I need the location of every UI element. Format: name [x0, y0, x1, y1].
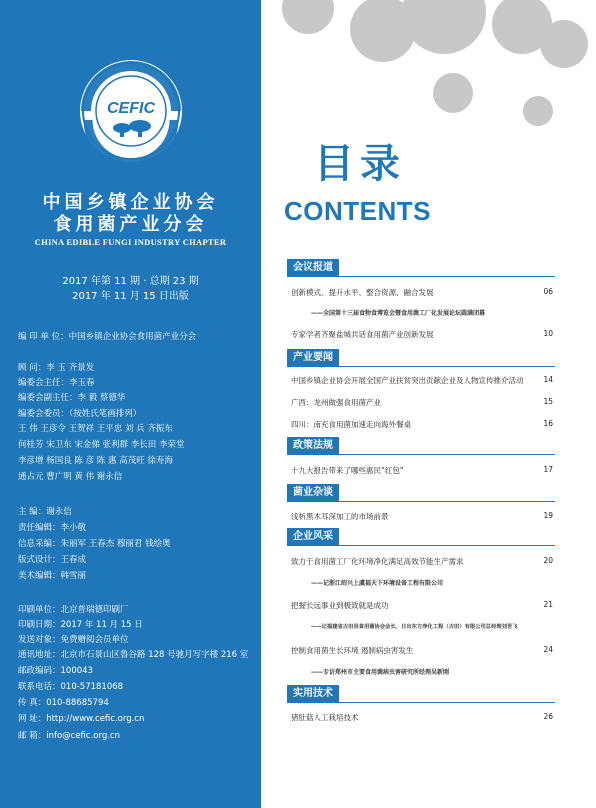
- toc-title-en: CONTENTS: [284, 196, 431, 226]
- publish-line: 邮政编码：100043: [18, 666, 93, 676]
- org-name-line1: 中国乡镇企业协会: [42, 192, 219, 213]
- cefic-logo: [78, 58, 184, 164]
- publish-line: 联系电话：010-57181068: [18, 682, 124, 692]
- logo-cefic-text: CEFIC: [107, 100, 155, 117]
- section-divider: [287, 501, 555, 502]
- section-header: 政策法规: [287, 437, 339, 454]
- masthead-line: 编委会副主任：李 毅 蔡德华: [18, 393, 126, 403]
- section-divider: [287, 366, 555, 367]
- toc-entry-title: 创新模式、提升水平、整合资源、融合发展: [291, 288, 434, 297]
- toc-entry-subtitle: ——记福建省古田县食用菌协会会长、日出东方净化工程（古田）有限公司总经理刘世飞: [311, 624, 518, 630]
- toc-entry-title: 控制食用菌生长环境 遏制病虫害发生: [291, 646, 414, 655]
- editor-line: 信息采编：朱丽军 王春杰 穆丽君 钱绘奥: [18, 539, 171, 549]
- toc-entry-page: 21: [543, 600, 553, 609]
- publish-line: 发送对象：免费赠阅会员单位: [18, 635, 129, 645]
- toc-entry-title: 中国乡镇企业协会开展全国产业扶贫突出贡献企业及人物宣传推介活动: [291, 376, 524, 385]
- masthead-line: 通占元 曹广明 黄 伟 谢永信: [18, 472, 123, 482]
- toc-entry-page: 24: [543, 645, 553, 654]
- toc-entry-title: 广西：龙州做强食用菌产业: [291, 398, 381, 407]
- org-name-en: CHINA EDIBLE FUNGI INDUSTRY CHAPTER: [34, 237, 227, 247]
- masthead-line: 编 印 单 位：中国乡镇企业协会食用菌产业分会: [18, 332, 197, 342]
- issue-number: 2017 年第 11 期 · 总期 23 期: [62, 276, 199, 287]
- section-divider: [287, 702, 555, 703]
- publish-line: 传 真：010-88685794: [18, 698, 109, 708]
- decor-circle: [540, 20, 588, 68]
- section-header: 菌业杂谈: [287, 484, 339, 501]
- toc-entry-subtitle: ——全国第十三届食物食博览会暨食用菌工厂化发展论坛圆满闭幕: [311, 310, 486, 317]
- masthead-line: 编委会委员：（按姓氏笔画排列）: [18, 409, 142, 419]
- toc-entry-page: 26: [543, 712, 553, 721]
- editor-line: 责任编辑：李小敬: [18, 523, 87, 533]
- publish-line: 网 址：http://www.cefic.org.cn: [18, 714, 145, 724]
- section-header: 实用技术: [287, 685, 339, 702]
- toc-entry-page: 06: [543, 287, 553, 296]
- toc-entry-title: 致力于食用菌工厂化环境净化满足高效节能生产需求: [291, 557, 464, 566]
- toc-entry-page: 19: [543, 511, 553, 520]
- masthead-line: 顾 问：李 玉 齐景发: [18, 363, 95, 373]
- masthead-line: 李彦增 杨国良 陈 彦 陈 惠 高茂旺 徐寿海: [18, 456, 173, 466]
- org-name-line2: 食用菌产业分会: [53, 214, 208, 235]
- publish-line: 印刷单位：北京普瑞德印刷厂: [18, 605, 129, 615]
- toc-entry-title: 猪肚菇人工栽培技术: [291, 713, 359, 722]
- publish-line: 印刷日期：2017 年 11 月 15 日: [18, 620, 143, 630]
- section-header: 会议报道: [287, 259, 339, 276]
- toc-entry-title: 四川：南充食用菌加速走向海外餐桌: [291, 420, 411, 429]
- toc-entry-title: 把握长远事业到极致就是成功: [291, 601, 389, 610]
- decor-circle: [523, 96, 553, 126]
- toc-entry-page: 17: [543, 465, 553, 474]
- toc-entry-page: 14: [543, 375, 553, 384]
- issue-date: 2017 年 11 月 15 日出版: [72, 291, 189, 302]
- toc-entry-page: 20: [543, 556, 553, 565]
- masthead-line: 王 伟 王彦令 王贺祥 王平忠 刘 兵 齐振东: [18, 424, 173, 434]
- toc-title-cn: 目录: [314, 141, 406, 187]
- section-divider: [287, 454, 555, 455]
- section-header: 企业风采: [287, 528, 339, 545]
- section-header: 产业要闻: [287, 349, 339, 366]
- masthead-line: 何桂芳 宋卫东 宋金俤 张利群 李长田 李荣堂: [18, 440, 185, 450]
- left-panel: [0, 0, 261, 808]
- masthead-line: 编委会主任：李玉春: [18, 378, 95, 388]
- section-divider: [287, 276, 555, 277]
- toc-entry-subtitle: ——记浙江绍兴上虞福天下环境设备工程有限公司: [311, 580, 444, 587]
- toc-entry-title: 十九大报告带来了哪些惠民“红包”: [291, 466, 404, 475]
- section-divider: [287, 545, 555, 546]
- editor-line: 版式设计：王春成: [18, 555, 87, 565]
- toc-entry-title: 浅析黑木耳深加工的市场前景: [291, 512, 389, 521]
- toc-entry-subtitle: ——专访郑州市主要食用菌病虫害研究所经理吴新刚: [311, 669, 450, 676]
- toc-entry-page: 10: [543, 329, 553, 338]
- toc-entry-page: 16: [543, 419, 553, 428]
- toc-entry-title: 专家学者齐聚盐城共话食用菌产业创新发展: [291, 330, 434, 339]
- editor-line: 美术编辑：韩雪丽: [18, 571, 87, 581]
- publish-line: 邮 箱：info@cefic.org.cn: [18, 731, 120, 741]
- publish-line: 通讯地址：北京市石景山区鲁谷路 128 号驰月写字楼 216 室: [18, 650, 249, 660]
- decor-circle: [433, 73, 473, 113]
- editor-line: 主 编：谢永信: [18, 507, 72, 517]
- toc-entry-page: 15: [543, 397, 553, 406]
